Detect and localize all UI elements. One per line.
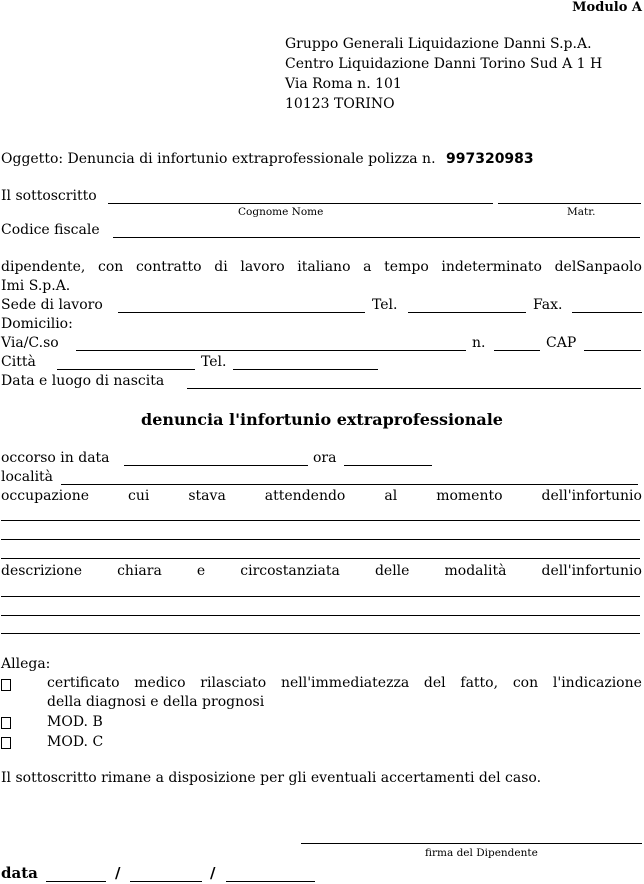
matr-caption: Matr. — [567, 206, 596, 218]
word: modalità — [444, 563, 507, 579]
word: occupazione — [1, 488, 90, 504]
date-label-final: data — [1, 864, 38, 882]
form-code: Modulo A — [572, 0, 642, 15]
name-caption: Cognome Nome — [238, 206, 324, 218]
word: indeterminato — [441, 259, 542, 275]
description-field[interactable] — [1, 633, 640, 634]
employer-line: Imi S.p.A. — [1, 278, 71, 294]
word: rilasciato — [200, 675, 267, 691]
codice-fiscale-field[interactable] — [113, 237, 640, 238]
word: lavoro — [240, 259, 285, 275]
matr-field[interactable] — [498, 203, 641, 204]
tel2-label: Tel. — [201, 354, 227, 370]
addressee-line: Centro Liquidazione Danni Torino Sud A 1 H — [285, 56, 603, 72]
closing-statement: Il sottoscritto rimane a disposizione per gli eventuali accertamenti del caso. — [1, 770, 542, 786]
word: nell'immediatezza — [280, 675, 410, 691]
tel-label: Tel. — [372, 297, 398, 313]
employment-line — [1, 259, 642, 275]
word: al — [384, 488, 398, 504]
nascita-label: Data e luogo di nascita — [1, 373, 165, 389]
checkbox-certificate[interactable] — [1, 679, 11, 691]
cap-label: CAP — [546, 335, 577, 351]
tel-field[interactable] — [408, 312, 526, 313]
addressee-line: 10123 TORINO — [285, 96, 395, 112]
ora-label: ora — [313, 450, 337, 466]
word: a — [363, 259, 372, 275]
checkbox-mod-c[interactable] — [1, 737, 11, 749]
localita-label: località — [1, 469, 54, 485]
occupation-line — [1, 488, 642, 504]
description-line — [1, 563, 642, 579]
policy-number: 997320983 — [445, 151, 534, 167]
attachment-item-1-cont: della diagnosi e della prognosi — [47, 694, 265, 710]
word: e — [196, 563, 206, 579]
word: contratto — [135, 259, 202, 275]
date-separator: / — [210, 864, 216, 882]
date-label: occorso in data — [1, 450, 110, 466]
month-field[interactable] — [130, 881, 202, 882]
word: stava — [188, 488, 226, 504]
attachments-label: Allega: — [1, 656, 51, 672]
codice-fiscale-label: Codice fiscale — [1, 222, 100, 238]
attachment-item-2: MOD. B — [47, 714, 103, 730]
date-separator: / — [115, 864, 121, 882]
subject-line — [1, 151, 534, 167]
incident-time-field[interactable] — [344, 465, 432, 466]
word: fatto, — [460, 675, 499, 691]
addressee-line: Gruppo Generali Liquidazione Danni S.p.A. — [285, 36, 592, 52]
word: tempo — [384, 259, 429, 275]
word: medico — [134, 675, 186, 691]
signature-caption: firma del Dipendente — [425, 847, 538, 859]
word: dell'infortunio — [541, 563, 642, 579]
word: delle — [374, 563, 410, 579]
house-number-field[interactable] — [494, 350, 540, 351]
fax-label: Fax. — [533, 297, 563, 313]
word: descrizione — [1, 563, 83, 579]
subject-text: Oggetto: Denuncia di infortunio extraprofessionale polizza n. — [1, 151, 436, 167]
attachment-item-3: MOD. C — [47, 734, 104, 750]
year-field[interactable] — [226, 881, 315, 882]
day-field[interactable] — [46, 881, 106, 882]
signature-field[interactable] — [301, 843, 642, 844]
word: dell'infortunio — [541, 488, 642, 504]
occupation-field[interactable] — [1, 520, 640, 521]
word: attendendo — [264, 488, 346, 504]
occupation-field[interactable] — [1, 558, 640, 559]
word: l'indicazione — [552, 675, 642, 691]
citta-label: Città — [1, 354, 36, 370]
via-label: Via/C.so — [1, 335, 59, 351]
citta-field[interactable] — [57, 369, 195, 370]
word: con — [512, 675, 539, 691]
word: certificato — [47, 675, 120, 691]
incident-date-field[interactable] — [124, 465, 308, 466]
n-label: n. — [472, 335, 486, 351]
tel2-field[interactable] — [233, 369, 378, 370]
sede-label: Sede di lavoro — [1, 297, 103, 313]
occupation-field[interactable] — [1, 539, 640, 540]
sede-field[interactable] — [118, 312, 365, 313]
via-field[interactable] — [76, 350, 466, 351]
word: cui — [128, 488, 150, 504]
cap-field[interactable] — [584, 350, 641, 351]
nascita-field[interactable] — [187, 388, 641, 389]
localita-field[interactable] — [61, 484, 638, 485]
domicilio-label: Domicilio: — [1, 316, 73, 332]
description-field[interactable] — [1, 596, 640, 597]
fax-field[interactable] — [572, 312, 642, 313]
word: chiara — [117, 563, 162, 579]
word: con — [97, 259, 124, 275]
description-field[interactable] — [1, 615, 640, 616]
word: momento — [436, 488, 503, 504]
attachment-item-1 — [47, 675, 642, 691]
addressee-line: Via Roma n. 101 — [285, 76, 402, 92]
word: delSanpaolo — [554, 259, 642, 275]
signer-label: Il sottoscritto — [1, 188, 97, 204]
name-field[interactable] — [108, 203, 493, 204]
word: circostanziata — [240, 563, 340, 579]
checkbox-mod-b[interactable] — [1, 717, 11, 729]
word: italiano — [297, 259, 351, 275]
word: dipendente, — [1, 259, 86, 275]
word: del — [423, 675, 446, 691]
word: di — [214, 259, 228, 275]
declaration-title: denuncia l'infortunio extraprofessionale — [141, 410, 503, 429]
